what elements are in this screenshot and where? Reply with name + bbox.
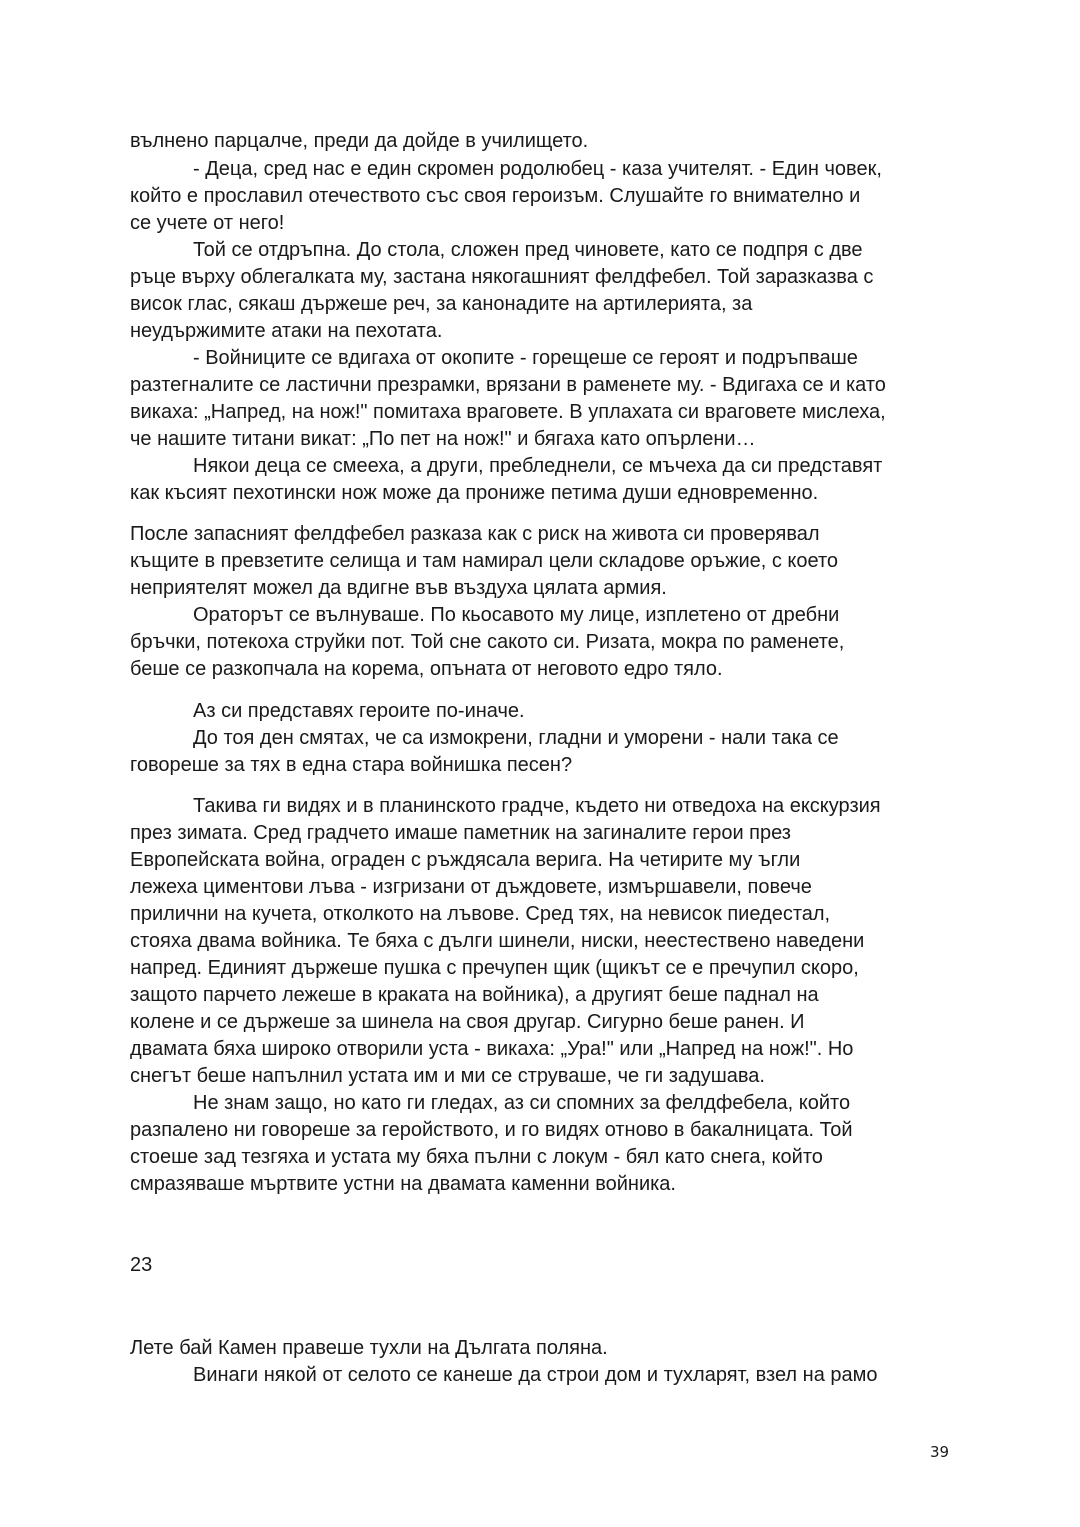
text-line: как късият пехотински нож може да прониже петима души едновременно. bbox=[130, 482, 819, 504]
text-line: който е прославил отечеството със своя героизъм. Слушайте го внимателно и bbox=[130, 185, 861, 207]
text-line: стоеше зад тезгяха и устата му бяха пълни с локум - бял като снега, който bbox=[130, 1146, 823, 1168]
text-line: Той се отдръпна. До стола, сложен пред чиновете, като се подпря с две bbox=[193, 239, 863, 261]
text-line: бръчки, потекоха струйки пот. Той сне сакото си. Ризата, мокра по раменете, bbox=[130, 631, 845, 653]
text-line: Европейската война, ограден с ръждясала верига. На четирите му ъгли bbox=[130, 849, 801, 871]
text-line: че нашите титани викат: „По пет на нож!" и бягаха като опърлени… bbox=[130, 428, 756, 450]
text-line: говореше за тях в една стара войнишка песен? bbox=[130, 754, 573, 776]
text-line: разтегналите се ластични презрамки, врязани в раменете му. - Вдигаха се и като bbox=[130, 374, 886, 396]
text-line: снегът беше напълнил устата им и ми се струваше, че ги задушава. bbox=[130, 1065, 765, 1087]
text-line: висок глас, сякаш държеше реч, за канонадите на артилерията, за bbox=[130, 293, 753, 315]
text-line: неприятелят можел да вдигне във въздуха цялата армия. bbox=[130, 577, 667, 599]
text-line: лежеха циментови лъва - изгризани от дъждовете, измършавели, повече bbox=[130, 876, 812, 898]
text-line: къщите в превзетите селища и там намирал цели складове оръжие, с което bbox=[130, 550, 839, 572]
chapter-number: 23 bbox=[130, 1254, 153, 1276]
text-line: вълнено парцалче, преди да дойде в училището. bbox=[130, 130, 589, 152]
text-line: викаха: „Напред, на нож!" помитаха враговете. В уплахата си враговете мислеха, bbox=[130, 401, 886, 423]
text-line: Аз си представях героите по-иначе. bbox=[193, 700, 525, 722]
text-line: - Деца, сред нас е един скромен родолюбец - каза учителят. - Един човек, bbox=[193, 158, 882, 180]
text-line: До тоя ден смятах, че са измокрени, гладни и уморени - нали така се bbox=[193, 727, 839, 749]
text-line: напред. Единият държеше пушка с пречупен щик (щикът се е пречупил скоро, bbox=[130, 957, 859, 979]
text-line: После запасният фелдфебел разказа как с риск на живота си проверявал bbox=[130, 523, 820, 545]
text-line: - Войниците се вдигаха от окопите - горещеше се героят и подръпваше bbox=[193, 347, 858, 369]
text-line: неудържимите атаки на пехотата. bbox=[130, 320, 443, 342]
text-line: колене и се държеше за шинела на своя другар. Сигурно беше ранен. И bbox=[130, 1011, 805, 1033]
text-line: смразяваше мъртвите устни на двамата каменни войника. bbox=[130, 1173, 676, 1195]
text-line: Такива ги видях и в планинското градче, където ни отведоха на екскурзия bbox=[193, 795, 881, 817]
text-line: Не знам защо, но като ги гледах, аз си спомних за фелдфебела, който bbox=[193, 1092, 851, 1114]
page-number: 39 bbox=[930, 1443, 950, 1461]
text-line: през зимата. Сред градчето имаше паметник на загиналите герои през bbox=[130, 822, 791, 844]
text-line: защото парчето лежеше в краката на войника), а другият беше паднал на bbox=[130, 984, 819, 1006]
text-line: разпалено ни говореше за геройството, и го видях отново в бакалницата. Той bbox=[130, 1119, 853, 1141]
text-line: Лете бай Камен правеше тухли на Дългата поляна. bbox=[130, 1337, 608, 1359]
text-line: беше се разкопчала на корема, опъната от неговото едро тяло. bbox=[130, 658, 723, 680]
text-line: двамата бяха широко отворили уста - викаха: „Ура!" или „Напред на нож!". Но bbox=[130, 1038, 854, 1060]
text-line: стояха двама войника. Те бяха с дълги шинели, ниски, неестествено наведени bbox=[130, 930, 865, 952]
text-line: Някои деца се смееха, а други, пребледнели, се мъчеха да си представят bbox=[193, 455, 883, 477]
text-line: се учете от него! bbox=[130, 212, 285, 234]
text-line: ръце върху облегалката му, застана някогашният фелдфебел. Той заразказва с bbox=[130, 266, 874, 288]
text-line: Винаги някой от селото се канеше да строи дом и тухларят, взел на рамо bbox=[193, 1364, 878, 1386]
text-line: прилични на кучета, отколкото на лъвове. Сред тях, на невисок пиедестал, bbox=[130, 903, 831, 925]
text-line: Ораторът се вълнуваше. По кьосавото му лице, изплетено от дребни bbox=[193, 604, 840, 626]
